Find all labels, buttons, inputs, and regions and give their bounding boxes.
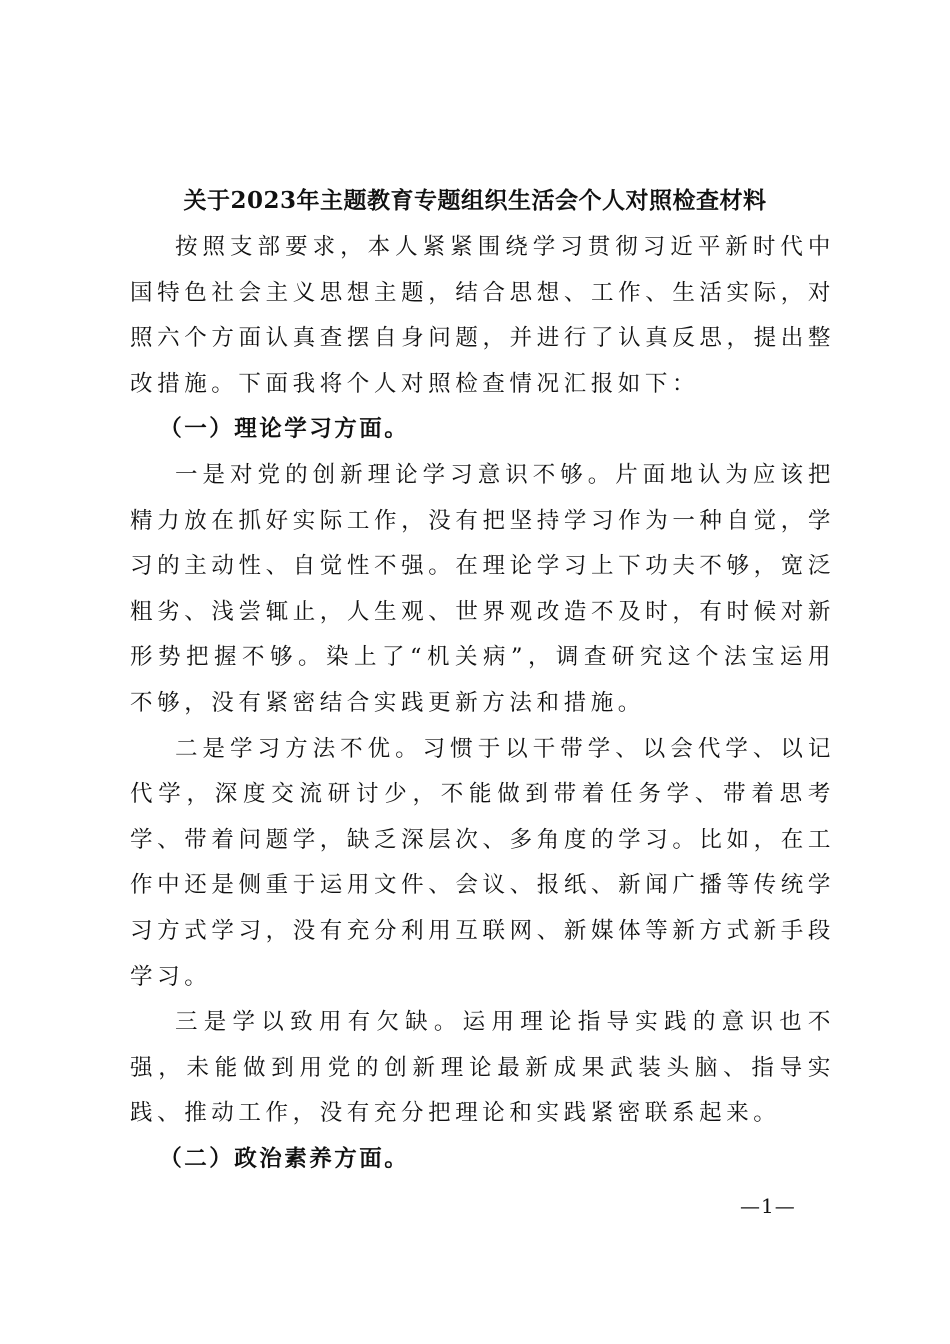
paragraph-point-one: 一是对党的创新理论学习意识不够。片面地认为应该把精力放在抓好实际工作，没有把坚持学习作为一种自觉，学习的主动性、自觉性不强。在理论学习上下功夫不够，宽泛粗劣、浅尝辄止，人生观、世界观改造不及时，有时候对新形势把握不够。染上了“机关病”，调查研究这个法宝运用不够，没有紧密结合实践更新方法和措施。 [130, 461, 835, 716]
document-body [130, 225, 835, 1182]
paragraph-point-two: 二是学习方法不优。习惯于以干带学、以会代学、以记代学，深度交流研讨少，不能做到带着任务学、带着思考学、带着问题学，缺乏深层次、多角度的学习。比如，在工作中还是侧重于运用文件、会议、报纸、新闻广播等传统学习方式学习，没有充分利用互联网、新媒体等新方式新手段学习。 [130, 735, 835, 990]
document-title: 关于2023年主题教育专题组织生活会个人对照检查材料 [183, 187, 767, 214]
intro-paragraph: 按照支部要求，本人紧紧围绕学习贯彻习近平新时代中国特色社会主义思想主题，结合思想、工作、生活实际，对照六个方面认真查摆自身问题，并进行了认真反思，提出整改措施。下面我将个人对照检查情况汇报如下： [130, 234, 835, 397]
section-heading-political-quality: （二）政治素养方面。 [159, 1145, 410, 1172]
page-number: —1— [740, 1194, 796, 1218]
section-heading-theory-study: （一）理论学习方面。 [159, 416, 410, 443]
paragraph-point-three: 三是学以致用有欠缺。运用理论指导实践的意识也不强，未能做到用党的创新理论最新成果武装头脑、指导实践、推动工作，没有充分把理论和实践紧密联系起来。 [130, 1009, 835, 1127]
